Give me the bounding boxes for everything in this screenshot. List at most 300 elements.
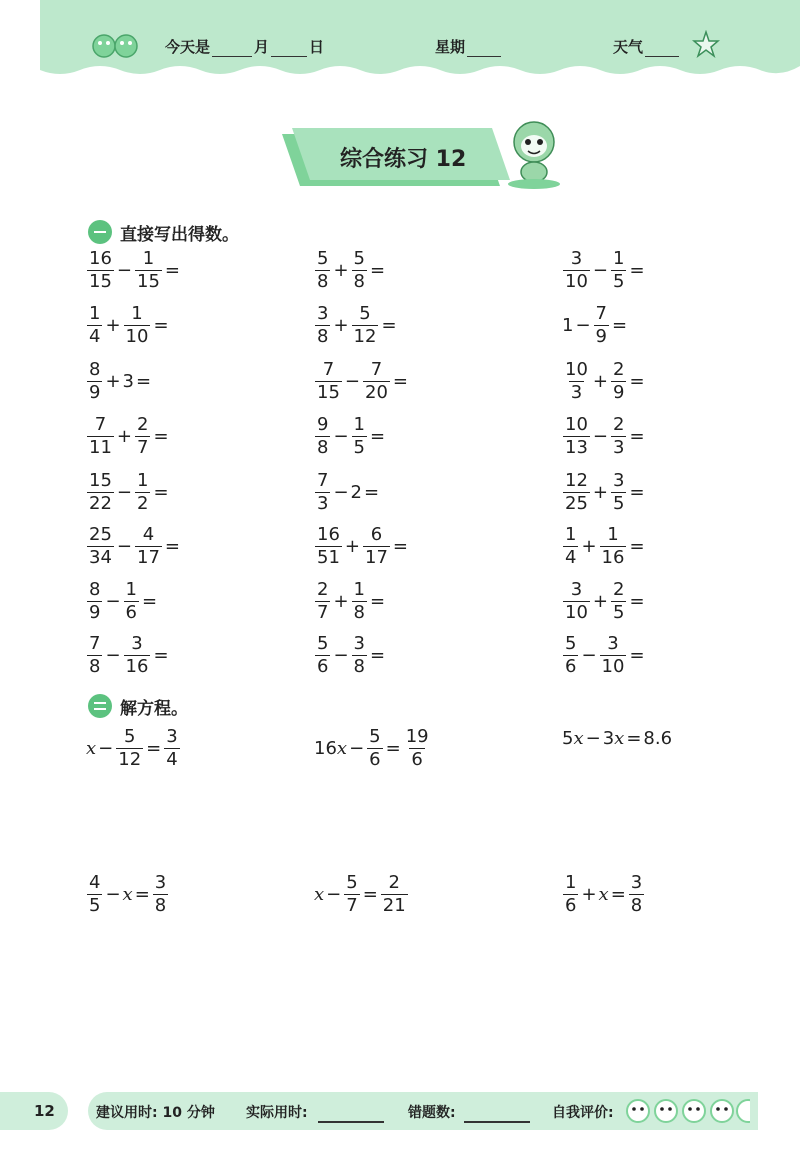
- numerator: 3: [317, 303, 329, 324]
- denominator: 17: [137, 547, 160, 568]
- operator: −: [333, 482, 349, 503]
- numerator: 16: [89, 248, 112, 269]
- operator: −: [116, 482, 132, 503]
- arithmetic-problem: [314, 250, 387, 291]
- operator: −: [592, 260, 608, 281]
- numerator: 5: [123, 726, 136, 747]
- day-blank[interactable]: [271, 56, 307, 57]
- arithmetic-problem: [562, 526, 647, 567]
- denominator: 7: [346, 895, 358, 916]
- fraction: [87, 305, 102, 346]
- denominator: 21: [382, 895, 406, 916]
- operator: +: [344, 536, 360, 557]
- denominator: 6: [317, 656, 329, 677]
- header-band: [40, 0, 800, 80]
- denominator: 3: [570, 382, 583, 403]
- fraction: [87, 250, 114, 291]
- numerator: 5: [353, 248, 365, 269]
- fraction: [352, 581, 367, 622]
- fraction: [87, 416, 114, 457]
- operator: +: [592, 591, 608, 612]
- number: 2: [350, 482, 362, 503]
- denominator: 10: [565, 271, 588, 292]
- numerator: 5: [346, 872, 358, 893]
- numerator: 5: [359, 303, 371, 324]
- arithmetic-problem: [562, 472, 647, 513]
- fraction: [600, 526, 627, 567]
- variable: x: [122, 884, 133, 905]
- numerator: 1: [565, 524, 577, 545]
- operator: +: [116, 426, 132, 447]
- arithmetic-problem: [86, 305, 171, 346]
- fraction: [135, 472, 150, 513]
- denominator: 6: [125, 602, 137, 623]
- numerator: 1: [353, 414, 365, 435]
- smiley-face-icon[interactable]: [737, 1100, 750, 1122]
- fraction: [135, 526, 162, 567]
- operator: −: [105, 591, 121, 612]
- denominator: 16: [125, 656, 149, 677]
- denominator: 7: [317, 602, 329, 623]
- variable: x: [314, 884, 325, 905]
- header-wave-background: [40, 0, 800, 80]
- arithmetic-problem: [562, 305, 629, 346]
- suggested-time: 建议用时: 10 分钟: [96, 1105, 215, 1121]
- page-title: 综合练习 12: [340, 147, 467, 172]
- denominator: 9: [89, 602, 101, 623]
- fraction: [352, 635, 367, 676]
- errors-blank[interactable]: [464, 1121, 530, 1123]
- arithmetic-problem: [86, 416, 171, 457]
- smiley-face-icon[interactable]: [711, 1100, 733, 1122]
- numerator: 15: [89, 470, 112, 491]
- fraction: [367, 728, 382, 769]
- fraction: [563, 874, 578, 915]
- fraction: [315, 305, 330, 346]
- denominator: 8: [630, 895, 643, 916]
- fraction: [315, 526, 342, 567]
- numerator: 2: [137, 414, 149, 435]
- denominator: 3: [317, 493, 329, 514]
- number: 1: [562, 315, 574, 336]
- variable: x: [336, 738, 348, 759]
- operator: +: [592, 482, 608, 503]
- operator: =: [370, 645, 386, 666]
- smiley-face-icon[interactable]: [683, 1100, 705, 1122]
- arithmetic-problem: [314, 305, 399, 346]
- operator: −: [98, 738, 114, 759]
- arithmetic-problem: [314, 526, 410, 567]
- denominator: 4: [89, 326, 101, 347]
- denominator: 8: [353, 602, 365, 623]
- operator: −: [116, 536, 132, 557]
- weekday-label: 星期: [435, 38, 466, 56]
- fraction: [87, 361, 102, 402]
- numerator: 5: [369, 726, 381, 747]
- section-2-title: 解方程。: [120, 698, 188, 719]
- numerator: 3: [166, 726, 178, 747]
- fraction: [124, 305, 151, 346]
- lollipop-icon: [90, 26, 150, 66]
- numerator: 19: [405, 726, 429, 747]
- denominator: 6: [411, 749, 423, 770]
- denominator: 8: [317, 271, 329, 292]
- variable: x: [86, 738, 97, 759]
- section-2-badge: [88, 694, 112, 718]
- denominator: 51: [317, 547, 340, 568]
- section-1-heading: [88, 219, 239, 245]
- section-1-title: 直接写出得数。: [120, 224, 239, 245]
- arithmetic-problem: [86, 526, 182, 567]
- numerator: 3: [131, 633, 143, 654]
- arithmetic-problem: [86, 581, 159, 622]
- fraction: [153, 874, 168, 915]
- fraction: [611, 361, 626, 402]
- number: 16: [314, 738, 337, 759]
- denominator: 12: [118, 749, 142, 770]
- denominator: 4: [565, 547, 577, 568]
- arithmetic-problem: [562, 416, 647, 457]
- arithmetic-problem: [314, 416, 387, 457]
- numerator: 7: [94, 414, 107, 435]
- denominator: 5: [613, 271, 625, 292]
- operator: =: [629, 426, 645, 447]
- errors-label: 错题数:: [408, 1105, 456, 1121]
- fraction: [124, 581, 139, 622]
- numerator: 3: [570, 248, 583, 269]
- numerator: 5: [317, 633, 329, 654]
- numerator: 1: [131, 303, 143, 324]
- operator: +: [333, 591, 349, 612]
- fraction: [563, 250, 590, 291]
- numerator: 2: [613, 414, 625, 435]
- denominator: 8: [154, 895, 167, 916]
- operator: =: [629, 371, 645, 392]
- fraction: [563, 361, 590, 402]
- numerator: 7: [322, 359, 335, 380]
- fraction: [87, 526, 114, 567]
- operator: −: [333, 645, 349, 666]
- fraction: [87, 581, 102, 622]
- number: 8.6: [643, 728, 673, 749]
- denominator: 15: [137, 271, 160, 292]
- operator: =: [370, 260, 386, 281]
- arithmetic-problem: [86, 472, 171, 513]
- month-blank[interactable]: [212, 56, 252, 57]
- numerator: 3: [613, 470, 625, 491]
- arithmetic-problem: [562, 635, 647, 676]
- numerator: 5: [317, 248, 329, 269]
- footer-bar: [0, 1088, 800, 1134]
- denominator: 8: [317, 437, 329, 458]
- weekday-line: [435, 36, 503, 57]
- operator: −: [344, 371, 360, 392]
- operator: =: [153, 482, 169, 503]
- fraction: [563, 581, 590, 622]
- numerator: 25: [89, 524, 112, 545]
- denominator: 6: [369, 749, 381, 770]
- fraction: [164, 728, 179, 769]
- denominator: 10: [601, 656, 625, 677]
- title-banner: [282, 128, 572, 198]
- numerator: 6: [370, 524, 383, 545]
- denominator: 3: [613, 437, 625, 458]
- monkey-mascot-icon: [500, 116, 568, 190]
- denominator: 15: [89, 271, 112, 292]
- fraction: [563, 635, 578, 676]
- operator: −: [105, 645, 121, 666]
- numerator: 1: [607, 524, 619, 545]
- numerator: 1: [565, 872, 577, 893]
- numerator: 3: [353, 633, 365, 654]
- fraction: [404, 728, 431, 769]
- denominator: 34: [89, 547, 112, 568]
- fraction: [363, 361, 390, 402]
- denominator: 15: [317, 382, 340, 403]
- numerator: 4: [142, 524, 155, 545]
- variable: x: [598, 884, 609, 905]
- weather-line: [613, 36, 681, 57]
- arithmetic-problem: [562, 250, 647, 291]
- denominator: 20: [365, 382, 388, 403]
- fraction: [315, 581, 330, 622]
- numerator: 4: [89, 872, 101, 893]
- operator: =: [136, 371, 152, 392]
- operator: =: [385, 738, 401, 759]
- actual-time-label: 实际用时:: [246, 1105, 308, 1121]
- denominator: 11: [89, 437, 112, 458]
- denominator: 16: [601, 547, 625, 568]
- equation-problem: [562, 728, 672, 749]
- arithmetic-problem: [314, 361, 410, 402]
- denominator: 12: [353, 326, 377, 347]
- numerator: 10: [565, 414, 588, 435]
- denominator: 25: [565, 493, 588, 514]
- equation-problem: [86, 874, 169, 915]
- operator: =: [362, 884, 378, 905]
- operator: −: [333, 426, 349, 447]
- denominator: 8: [317, 326, 329, 347]
- weather-label: 天气: [613, 38, 644, 56]
- operator: +: [105, 315, 121, 336]
- number: 3: [122, 371, 134, 392]
- fraction: [87, 635, 102, 676]
- operator: =: [146, 738, 162, 759]
- operator: =: [370, 591, 386, 612]
- numerator: 8: [89, 359, 101, 380]
- denominator: 2: [137, 493, 149, 514]
- operator: =: [153, 645, 169, 666]
- day-label: 日: [309, 38, 325, 56]
- denominator: 9: [89, 382, 101, 403]
- operator: +: [581, 536, 597, 557]
- operator: =: [364, 482, 380, 503]
- fraction: [600, 635, 627, 676]
- operator: =: [164, 260, 180, 281]
- denominator: 5: [353, 437, 365, 458]
- operator: =: [370, 426, 386, 447]
- fraction: [611, 250, 626, 291]
- fraction: [611, 416, 626, 457]
- date-prefix-label: 今天是: [165, 38, 211, 56]
- arithmetic-problem: [562, 361, 647, 402]
- numerator: 7: [89, 633, 101, 654]
- equation-problem: [86, 728, 181, 769]
- number: 5: [562, 728, 574, 749]
- fraction: [352, 250, 367, 291]
- numerator: 1: [89, 303, 101, 324]
- variable: x: [614, 728, 625, 749]
- fraction: [611, 472, 626, 513]
- numerator: 8: [89, 579, 101, 600]
- fraction: [124, 635, 151, 676]
- section-2-heading: [88, 693, 188, 719]
- fraction: [363, 526, 390, 567]
- operator: =: [629, 260, 645, 281]
- numerator: 9: [317, 414, 329, 435]
- numerator: 1: [613, 248, 625, 269]
- operator: −: [326, 884, 342, 905]
- numerator: 2: [613, 359, 625, 380]
- operator: −: [116, 260, 132, 281]
- numerator: 7: [317, 470, 329, 491]
- denominator: 8: [353, 656, 365, 677]
- operator: −: [581, 645, 597, 666]
- denominator: 5: [89, 895, 101, 916]
- denominator: 7: [137, 437, 149, 458]
- operator: =: [626, 728, 642, 749]
- numerator: 1: [125, 579, 137, 600]
- month-label: 月: [254, 38, 270, 56]
- smiley-face-icon[interactable]: [627, 1100, 649, 1122]
- arithmetic-problem: [314, 581, 387, 622]
- operator: −: [592, 426, 608, 447]
- denominator: 5: [613, 602, 625, 623]
- fraction: [352, 416, 367, 457]
- denominator: 9: [595, 326, 607, 347]
- operator: −: [349, 738, 365, 759]
- fraction: [344, 874, 359, 915]
- operator: −: [105, 884, 121, 905]
- fraction: [315, 635, 330, 676]
- operator: =: [392, 371, 408, 392]
- fraction: [352, 305, 379, 346]
- arithmetic-problem: [562, 581, 647, 622]
- star-icon: [692, 30, 720, 58]
- denominator: 17: [365, 547, 388, 568]
- operator: +: [105, 371, 121, 392]
- operator: −: [575, 315, 591, 336]
- fraction: [135, 416, 150, 457]
- self-eval-label: 自我评价:: [552, 1105, 614, 1121]
- numerator: 1: [142, 248, 155, 269]
- actual-time-blank[interactable]: [318, 1121, 384, 1123]
- equation-problem: [314, 874, 409, 915]
- equation-problem: [314, 728, 432, 769]
- numerator: 3: [570, 579, 583, 600]
- fraction: [611, 581, 626, 622]
- numerator: 1: [353, 579, 365, 600]
- date-line: [165, 36, 324, 57]
- fraction: [315, 361, 342, 402]
- operator: =: [629, 591, 645, 612]
- fraction: [87, 874, 102, 915]
- denominator: 6: [565, 895, 577, 916]
- fraction: [563, 416, 590, 457]
- numerator: 2: [613, 579, 625, 600]
- denominator: 10: [125, 326, 149, 347]
- fraction: [594, 305, 609, 346]
- numerator: 10: [565, 359, 588, 380]
- fraction: [315, 472, 330, 513]
- operator: =: [629, 536, 645, 557]
- numerator: 3: [630, 872, 643, 893]
- numerator: 1: [137, 470, 149, 491]
- fraction: [315, 416, 330, 457]
- page-number: 12: [34, 1102, 55, 1120]
- denominator: 9: [613, 382, 625, 403]
- arithmetic-problem: [86, 250, 182, 291]
- denominator: 4: [166, 749, 178, 770]
- operator: =: [142, 591, 158, 612]
- denominator: 22: [89, 493, 112, 514]
- fraction: [563, 526, 578, 567]
- weather-blank[interactable]: [645, 56, 679, 57]
- numerator: 3: [607, 633, 619, 654]
- fraction: [87, 472, 114, 513]
- number: 3: [602, 728, 615, 749]
- numerator: 12: [565, 470, 588, 491]
- operator: =: [164, 536, 180, 557]
- fraction: [629, 874, 644, 915]
- numerator: 2: [317, 579, 329, 600]
- fraction: [116, 728, 143, 769]
- operator: =: [153, 315, 169, 336]
- numerator: 3: [154, 872, 167, 893]
- denominator: 8: [89, 656, 101, 677]
- operator: =: [381, 315, 397, 336]
- self-eval-smileys: [624, 1096, 750, 1126]
- denominator: 5: [613, 493, 625, 514]
- numerator: 16: [317, 524, 340, 545]
- section-1-badge: [88, 220, 112, 244]
- numerator: 7: [595, 303, 607, 324]
- denominator: 8: [353, 271, 365, 292]
- operator: −: [585, 728, 601, 749]
- arithmetic-problem: [314, 635, 387, 676]
- denominator: 10: [565, 602, 588, 623]
- operator: =: [153, 426, 169, 447]
- denominator: 6: [565, 656, 577, 677]
- fraction: [563, 472, 590, 513]
- variable: x: [573, 728, 584, 749]
- numerator: 5: [565, 633, 577, 654]
- numerator: 2: [388, 872, 400, 893]
- arithmetic-problem: [86, 635, 171, 676]
- operator: =: [392, 536, 408, 557]
- arithmetic-problem: [86, 361, 153, 402]
- operator: =: [134, 884, 150, 905]
- smiley-face-icon[interactable]: [655, 1100, 677, 1122]
- equation-problem: [562, 874, 645, 915]
- operator: =: [629, 645, 645, 666]
- weekday-blank[interactable]: [467, 56, 501, 57]
- fraction: [135, 250, 162, 291]
- denominator: 13: [565, 437, 588, 458]
- fraction: [315, 250, 330, 291]
- operator: +: [333, 315, 349, 336]
- numerator: 7: [370, 359, 383, 380]
